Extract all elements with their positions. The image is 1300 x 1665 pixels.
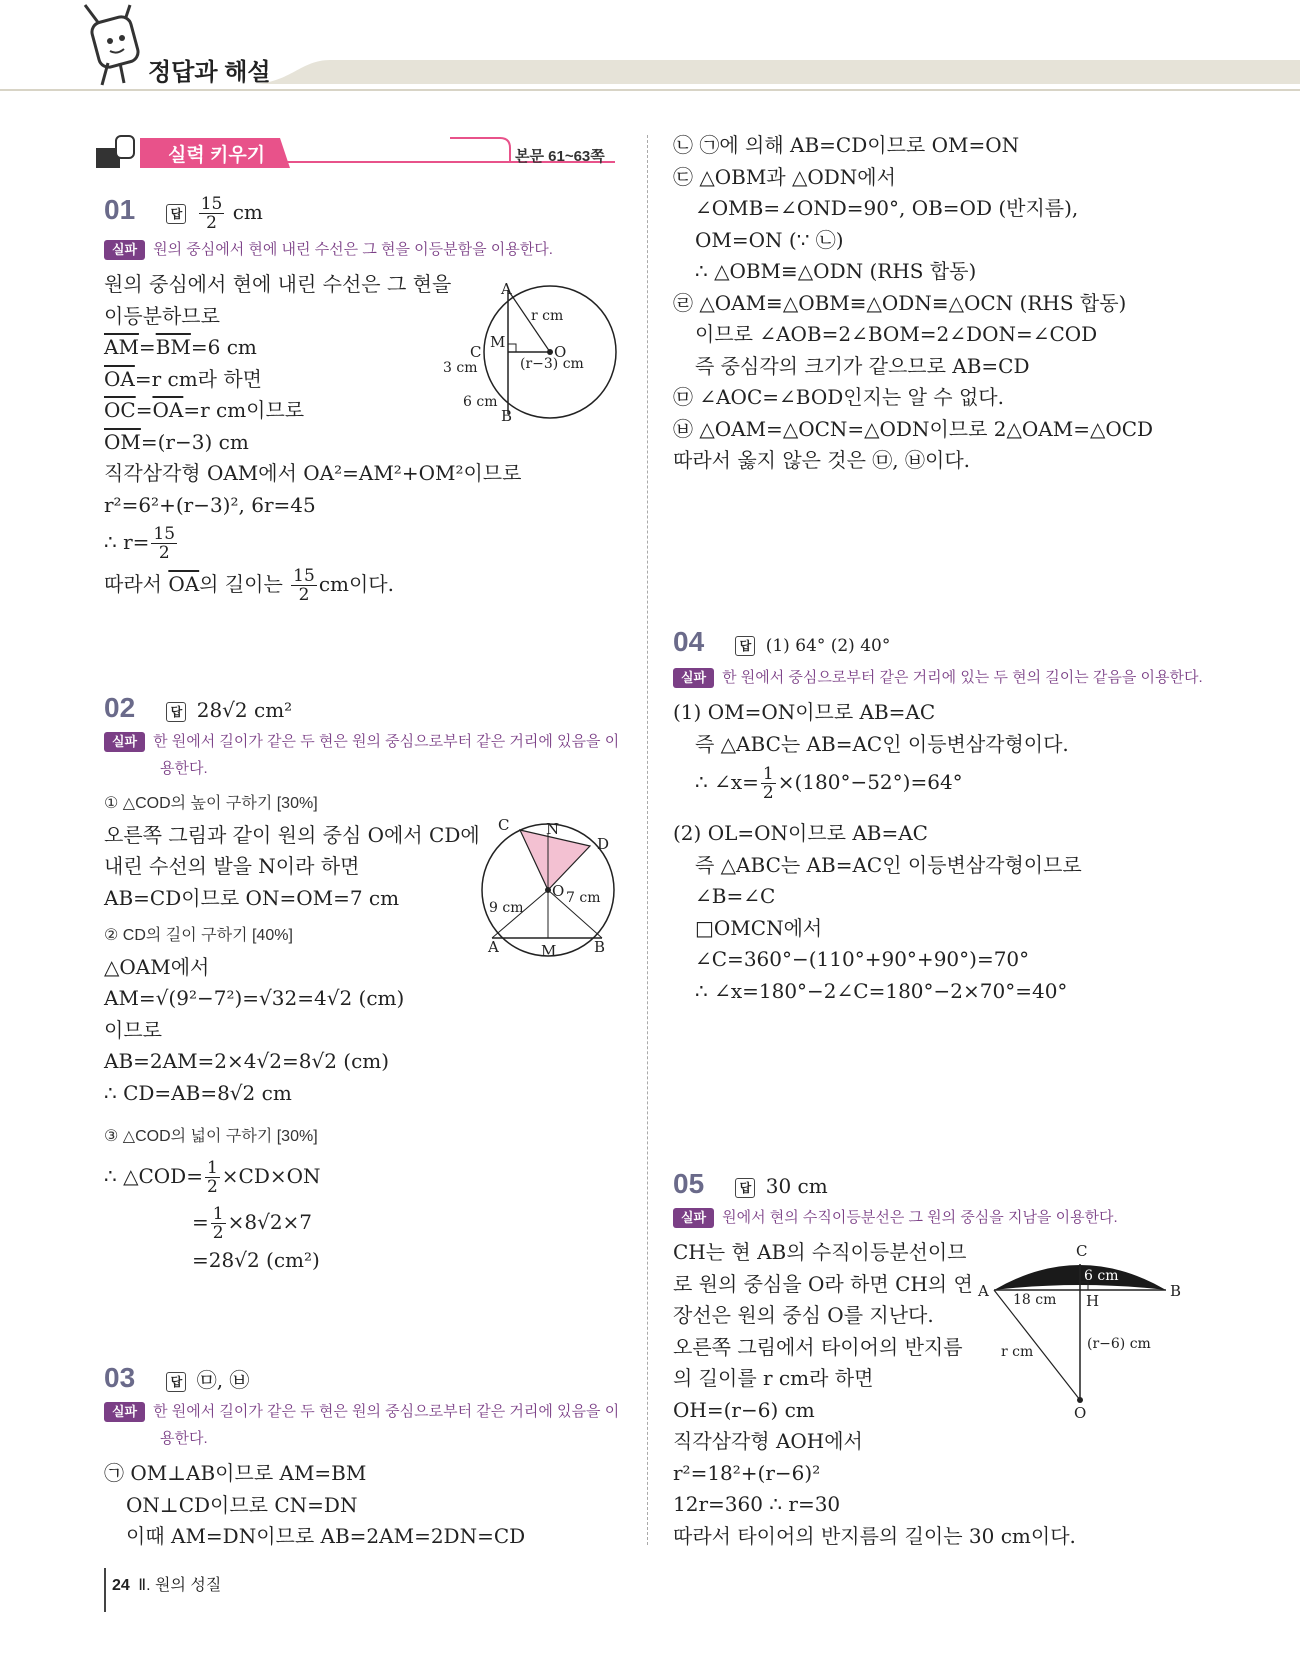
line: ㉡ ㉠에 의해 AB=CD이므로 OM=ON bbox=[673, 133, 1020, 157]
step-3: ③ △COD의 넓이 구하기 [30%] bbox=[104, 1128, 318, 1145]
answer-unit: cm bbox=[232, 200, 263, 224]
line: OM=ON (∵ ㉡) bbox=[695, 227, 844, 252]
hint-cont: 용한다. bbox=[160, 1430, 208, 1447]
line: OH=(r−6) cm bbox=[673, 1397, 815, 1422]
problem-03 bbox=[104, 1360, 624, 1553]
line: $\overline{OC}=\overline{OA}=r$ cm이므로 bbox=[104, 398, 305, 422]
line: r²=18²+(r−6)² bbox=[673, 1460, 821, 1485]
answer-icon: 답 bbox=[166, 204, 186, 224]
fig01-label-3cm: 3 cm bbox=[443, 360, 478, 376]
line: ∴ CD=AB=8√2 cm bbox=[104, 1080, 292, 1105]
line: 로 원의 중심을 O라 하면 CH의 연 bbox=[673, 1271, 973, 1296]
line: 내린 수선의 발을 N이라 하면 bbox=[104, 854, 360, 878]
fig05-label-18cm: 18 cm bbox=[1013, 1292, 1057, 1308]
answer: 30 cm bbox=[765, 1174, 828, 1198]
fig01-label-c: C bbox=[470, 343, 482, 361]
hint: 실파 원의 중심에서 현에 내린 수선은 그 현을 이등분함을 이용한다. bbox=[104, 236, 624, 263]
line: 따라서 타이어의 반지름의 길이는 30 cm이다. bbox=[673, 1523, 1076, 1548]
hint-cont: 용한다. bbox=[160, 760, 208, 777]
fig05-label-h: H bbox=[1086, 1292, 1100, 1310]
step-1: ① △COD의 높이 구하기 [30%] bbox=[104, 795, 318, 812]
fig05-label-c: C bbox=[1076, 1242, 1088, 1260]
line: ㉠ OM⊥AB이므로 AM=BM bbox=[104, 1461, 367, 1485]
fig02-label-b: B bbox=[594, 938, 606, 956]
line: r²=6²+(r−3)², 6r=45 bbox=[104, 492, 316, 517]
line: ∴ △OBM≡△ODN (RHS 합동) bbox=[695, 259, 977, 283]
banner-page-ref: 본문 61~63쪽 bbox=[515, 148, 605, 165]
fig01-label-m: M bbox=[490, 333, 506, 351]
hint-badge: 실파 bbox=[104, 732, 145, 752]
line: 따라서 $\overline{OA}$의 길이는 $\frac{15}{2}$ cm이다. bbox=[104, 566, 394, 605]
line: ㉢ △OBM과 △ODN에서 bbox=[673, 164, 896, 189]
line: 장선은 원의 중심 O를 지난다. bbox=[673, 1303, 934, 1327]
answer-icon: 답 bbox=[735, 636, 755, 656]
problem-03-cont bbox=[673, 130, 1273, 477]
line: 즉 △ABC는 AB=AC인 이등변삼각형이다. bbox=[695, 731, 1069, 756]
mascot-small-icon bbox=[96, 136, 134, 168]
footer-page-number: 24 bbox=[112, 1577, 130, 1594]
line: ∴ ∠x=180°−2∠C=180°−2×70°=40° bbox=[695, 978, 1068, 1003]
line: ∠C=360°−(110°+90°+90°)=70° bbox=[695, 947, 1030, 971]
line: 이므로 bbox=[104, 1017, 162, 1042]
hint: 실파 한 원에서 길이가 같은 두 현은 원의 중심으로부터 같은 거리에 있음을 이 bbox=[104, 728, 624, 755]
problem-number: 02 bbox=[104, 692, 136, 723]
line: ∠B=∠C bbox=[695, 884, 776, 908]
footer-bar bbox=[104, 1568, 106, 1612]
fig01-label-r3: (r−3) cm bbox=[520, 356, 584, 372]
line: ∴ △COD= $\frac{1}{2}$ ×CD×ON bbox=[104, 1157, 321, 1197]
line: ㉥ △OAM=△OCN=△ODN이므로 2△OAM=△OCD bbox=[673, 416, 1154, 441]
step-2: ② CD의 길이 구하기 [40%] bbox=[104, 927, 293, 944]
fig02-label-9cm: 9 cm bbox=[489, 900, 524, 916]
problem-number: 05 bbox=[673, 1168, 705, 1199]
answer-icon: 답 bbox=[166, 1372, 186, 1392]
footer-chapter: Ⅱ. 원의 성질 bbox=[138, 1577, 222, 1594]
line: 이등분하므로 bbox=[104, 303, 220, 328]
line: ∴ r= $\frac{15}{2}$ bbox=[104, 524, 176, 563]
line: ON⊥CD이므로 CN=DN bbox=[126, 1492, 358, 1517]
line: (1) OM=ON이므로 AB=AC bbox=[673, 700, 936, 724]
fig05-label-b: B bbox=[1170, 1282, 1182, 1300]
line: ∴ ∠x= $\frac{1}{2}$ ×(180°−52°)=64° bbox=[695, 764, 963, 803]
header-title: 정답과 해설 bbox=[148, 59, 271, 86]
line: 의 길이를 r cm라 하면 bbox=[673, 1366, 874, 1390]
fig02-label-c: C bbox=[498, 816, 510, 834]
hint: 실파 한 원에서 길이가 같은 두 현은 원의 중심으로부터 같은 거리에 있음을 이 bbox=[104, 1398, 624, 1425]
line: 즉 △ABC는 AB=AC인 이등변삼각형이므로 bbox=[695, 852, 1082, 877]
footer bbox=[112, 1572, 221, 1595]
hint-badge: 실파 bbox=[673, 1208, 714, 1228]
line: CH는 현 AB의 수직이등분선이므 bbox=[673, 1240, 967, 1264]
fig05-label-6cm: 6 cm bbox=[1084, 1268, 1119, 1284]
hint: 실파 한 원에서 중심으로부터 같은 거리에 있는 두 현의 길이는 같음을 이용한다. bbox=[673, 664, 1273, 691]
line: ㉤ ∠AOC=∠BOD인지는 알 수 없다. bbox=[673, 385, 1004, 409]
banner-label: 실력 키우기 bbox=[168, 145, 266, 166]
fig02-label-m: M bbox=[541, 942, 557, 960]
line: 오른쪽 그림과 같이 원의 중심 O에서 CD에 bbox=[104, 822, 480, 847]
fig02-label-d: D bbox=[597, 835, 610, 853]
answer-fraction: $\frac{15}{2}$ bbox=[200, 194, 223, 233]
answer: 28√2 cm² bbox=[196, 698, 293, 722]
hint-badge: 실파 bbox=[673, 668, 714, 688]
line: =28√2 (cm²) bbox=[192, 1247, 320, 1272]
hint: 실파 원에서 현의 수직이등분선은 그 원의 중심을 지남을 이용한다. bbox=[673, 1204, 1273, 1231]
line: ∠OMB=∠OND=90°, OB=OD (반지름), bbox=[695, 196, 1079, 220]
line: $\overline{OA}=r$ cm라 하면 bbox=[104, 366, 263, 391]
fig02-label-o: O bbox=[552, 882, 565, 900]
line: 따라서 옳지 않은 것은 ㉤, ㉥이다. bbox=[673, 448, 971, 472]
fig01-label-r: r cm bbox=[531, 308, 564, 324]
problem-04 bbox=[673, 624, 1273, 1007]
fig02-label-7cm: 7 cm bbox=[566, 890, 601, 906]
fig02-label-a: A bbox=[488, 938, 499, 956]
line: = $\frac{1}{2}$ ×8√2×7 bbox=[192, 1203, 313, 1243]
fig05-label-o: O bbox=[1074, 1404, 1087, 1422]
fig01-label-b: B bbox=[501, 407, 513, 425]
line: 이므로 ∠AOB=2∠BOM=2∠DON=∠COD bbox=[695, 322, 1098, 346]
fig05-label-r: r cm bbox=[1001, 1344, 1034, 1360]
line: △OAM에서 bbox=[104, 954, 210, 979]
line: AB=CD이므로 ON=OM=7 cm bbox=[104, 885, 400, 910]
answer: ㉤, ㉥ bbox=[196, 1368, 250, 1392]
figure-05 bbox=[980, 1240, 1180, 1410]
problem-number: 04 bbox=[673, 626, 705, 657]
answer: (1) 64° (2) 40° bbox=[765, 636, 891, 656]
line: 즉 중심각의 크기가 같으므로 AB=CD bbox=[695, 353, 1030, 378]
fig05-label-a: A bbox=[978, 1282, 989, 1300]
hint-badge: 실파 bbox=[104, 1402, 145, 1422]
line: $\overline{AM}=\overline{BM}=6$ cm bbox=[104, 335, 257, 359]
problem-number: 01 bbox=[104, 194, 136, 225]
hint-badge: 실파 bbox=[104, 240, 145, 260]
line: 직각삼각형 AOH에서 bbox=[673, 1429, 863, 1453]
line: 원의 중심에서 현에 내린 수선은 그 현을 bbox=[104, 272, 452, 296]
line: 이때 AM=DN이므로 AB=2AM=2DN=CD bbox=[126, 1524, 526, 1548]
problem-05 bbox=[673, 1166, 1273, 1552]
fig05-label-r6: (r−6) cm bbox=[1087, 1336, 1151, 1352]
line: ㉣ △OAM≡△OBM≡△ODN≡△OCN (RHS 합동) bbox=[673, 290, 1127, 315]
problem-02 bbox=[104, 690, 624, 1276]
line: 직각삼각형 OAM에서 OA²=AM²+OM²이므로 bbox=[104, 461, 522, 485]
line: $\overline{OM}=(r-3)$ cm bbox=[104, 429, 249, 454]
line: AM=√(9²−7²)=√32=4√2 (cm) bbox=[104, 986, 405, 1010]
answer-icon: 답 bbox=[166, 702, 186, 722]
line: 오른쪽 그림에서 타이어의 반지름 bbox=[673, 1334, 963, 1359]
line: 12r=360 ∴ r=30 bbox=[673, 1492, 841, 1516]
line: (2) OL=ON이므로 AB=AC bbox=[673, 821, 928, 845]
line: AB=2AM=2×4√2=8√2 (cm) bbox=[104, 1049, 390, 1073]
fig02-label-n: N bbox=[546, 820, 560, 838]
problem-number: 03 bbox=[104, 1362, 136, 1393]
mascot-icon bbox=[85, 5, 140, 85]
line: □OMCN에서 bbox=[695, 915, 823, 940]
column-divider bbox=[647, 135, 648, 1545]
fig01-label-o: O bbox=[554, 343, 567, 361]
fig01-label-6cm: 6 cm bbox=[463, 394, 498, 410]
fig01-label-a: A bbox=[501, 280, 512, 298]
answer-icon: 답 bbox=[735, 1178, 755, 1198]
